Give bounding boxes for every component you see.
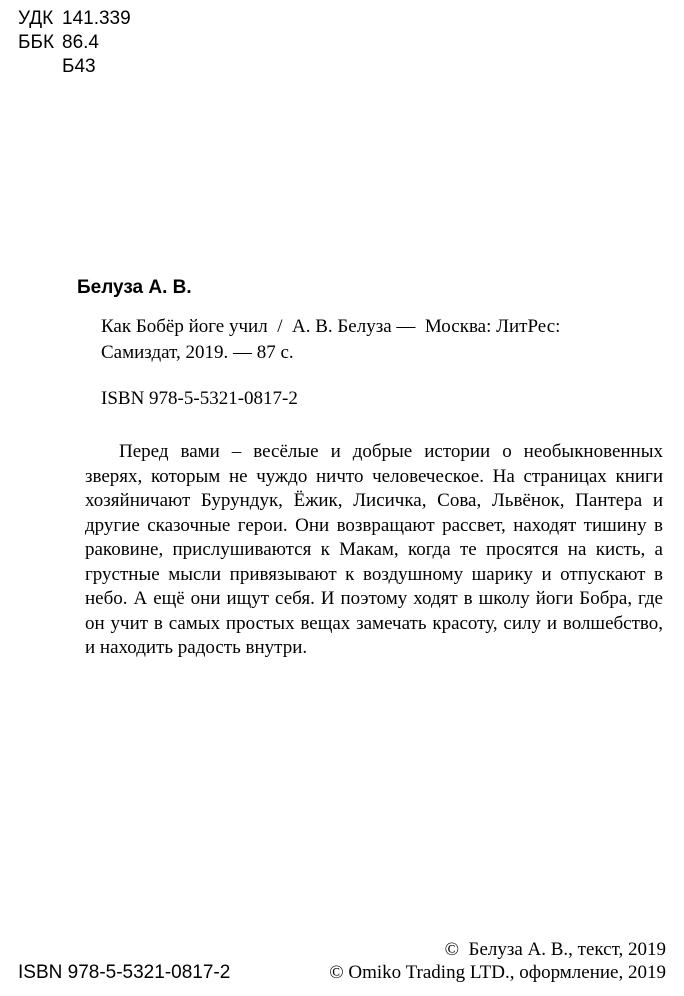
copyright-design: © Omiko Trading LTD., оформление, 2019 [329,962,666,983]
author-mark: Б43 [62,56,96,77]
author-heading: Белуза А. В. [77,277,192,298]
bbk-value: 86.4 [62,32,99,53]
isbn-main: ISBN 978-5-5321-0817-2 [101,388,298,409]
footer-isbn: ISBN 978-5-5321-0817-2 [18,962,231,983]
annotation-paragraph: Перед вами – весёлые и добрые истории о необыкновенных зверях, которым не чуждо ничто человеческое. На страницах книги хозяйничают Бурундук, Ёжик, Лисичка, Сова, Львёнок, Пантера и другие сказочные герои. Они возвращают рассвет, находят тишину в раковине, прислушиваются к Макам, когда те просятся на кисть, а грустные мысли привязывают к воздушному шарику и отпускают в небо. А ещё они ищут себя. И поэтому ходят в школу йоги Бобра, где он учит в самых простых вещах замечать красоту, силу и волшебство, и находить радость внутри. [85,441,663,658]
classification-block [18,8,218,78]
bibliographic-line-1: Как Бобёр йоге учил / А. В. Белуза — Москва: ЛитРес: [101,316,561,337]
copyright-text: © Белуза А. В., текст, 2019 [444,939,666,960]
bibliographic-line-2: Самиздат, 2019. — 87 с. [101,342,294,363]
udk-value: 141.339 [62,8,131,29]
bbk-label: ББК [18,32,55,53]
udk-label: УДК [18,8,54,29]
